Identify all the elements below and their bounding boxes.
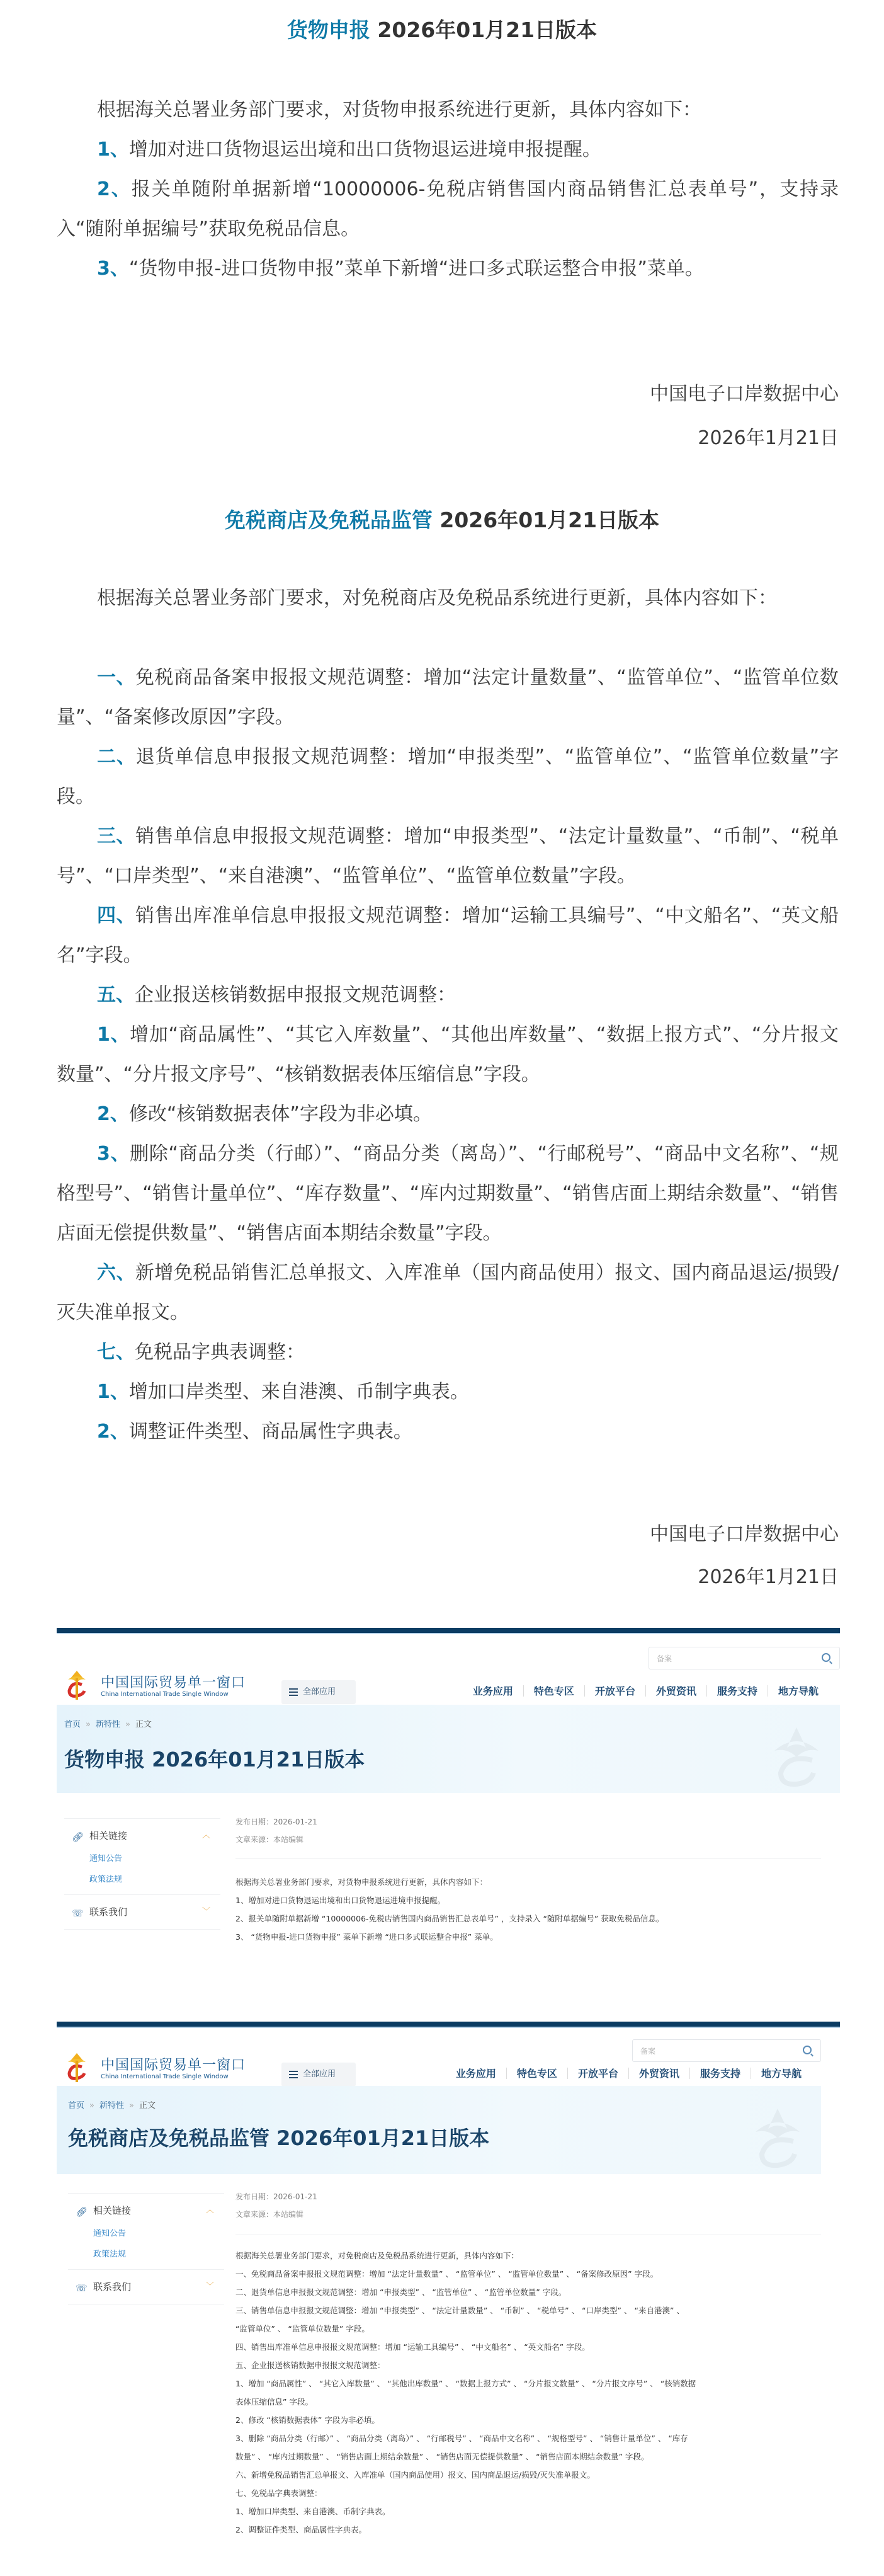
article-line: 表体压缩信息” 字段。 (235, 2397, 313, 2407)
article-line: 七、免税品字典表调整： (235, 2488, 322, 2498)
search-icon[interactable] (803, 2046, 812, 2054)
section1-intro: 根据海关总署业务部门要求，对货物申报系统进行更新，具体内容如下： (97, 99, 701, 121)
sidebar-link-policies[interactable]: 政策法规 (93, 2250, 127, 2259)
section1-item: 1、增加对进口货物退运出境和出口货物退运进境申报提醒。 (97, 139, 601, 161)
article-line: 2、报关单随附单据新增 “10000006-免税店销售国内商品销售汇总表单号” ，支持录入 “随附单据编号” 获取免税品信息。 (235, 1914, 664, 1923)
section2-item: 四、销售出库准单信息申报报文规范调整：增加“运输工具编号”、“中文船名”、“英文船名”字段。 (57, 905, 839, 966)
breadcrumb-new-features[interactable]: 新特性 (95, 1720, 120, 1729)
search-input[interactable] (649, 1647, 840, 1669)
nav-trade-news[interactable]: 外贸资讯 (655, 1685, 696, 1697)
sidebar-contact (64, 1894, 220, 1930)
chevron-up-icon[interactable]: ︿ (201, 1831, 210, 1840)
chevron-down-icon[interactable]: ﹀ (201, 1907, 210, 1916)
article-line: 根据海关总署业务部门要求，对免税商店及免税品系统进行更新，具体内容如下： (235, 2251, 519, 2260)
website-screenshot-2 (57, 2022, 840, 2576)
brand-name-cn: 中国国际贸易单一窗口 (101, 1675, 246, 1691)
site-header (57, 1634, 840, 1705)
brand-name-en: China International Trade Single Window (101, 2073, 229, 2080)
all-apps-button[interactable]: 全部应用 (281, 2063, 356, 2087)
article-line: 一、免税商品备案申报报文规范调整：增加 “法定计量数量” 、 “监管单位” 、 “监管单位数量” 、 “备案修改原因” 字段。 (235, 2269, 659, 2279)
nav-open-platform[interactable]: 开放平台 (594, 1685, 635, 1697)
search-placeholder: 备案 (657, 1654, 672, 1663)
section2-intro: 根据海关总署业务部门要求，对免税商店及免税品系统进行更新，具体内容如下： (97, 587, 777, 609)
breadcrumb-current: 正文 (135, 1720, 152, 1729)
section2-title-version: 2026年01月21日版本 (432, 508, 660, 532)
section2-item: 五、企业报送核销数据申报报文规范调整： (97, 984, 456, 1006)
breadcrumb-home[interactable]: 首页 (64, 1720, 81, 1729)
nav-local-navigation[interactable]: 地方导航 (761, 2068, 802, 2080)
section2-sign-date: 2026年1月21日 (698, 1566, 839, 1588)
nav-trade-news[interactable]: 外贸资讯 (638, 2068, 679, 2080)
article-line: 1、增加口岸类型、来自港澳、币制字典表。 (235, 2507, 390, 2516)
brand-name-en: China International Trade Single Window (101, 1691, 229, 1698)
site-top-bar (57, 2022, 840, 2028)
article-line: 二、退货单信息申报报文规范调整：增加 “申报类型” 、 “监管单位” 、 “监管单位数量” 字段。 (235, 2287, 567, 2297)
breadcrumb-new-features[interactable]: 新特性 (99, 2101, 124, 2110)
article-line: 2、调整证件类型、商品属性字典表。 (235, 2525, 366, 2534)
article-line: 数量” 、 “库内过期数量” 、 “销售店面上期结余数量” 、 “销售店面无偿提供数量” 、 “销售店面本期结余数量” 字段。 (235, 2452, 649, 2461)
link-icon: 🔗︎ (72, 1831, 84, 1843)
page-title: 免税商店及免税品监管 2026年01月21日版本 (68, 2126, 490, 2150)
main-nav (446, 2066, 812, 2080)
section2-item: 1、增加“商品属性”、“其它入库数量”、“其他出库数量”、“数据上报方式”、“分片报文数量”、“分片报文序号”、“核销数据表体压缩信息”字段。 (57, 1024, 839, 1085)
section2-item: 3、删除“商品分类（行邮）”、“商品分类（离岛）”、“行邮税号”、“商品中文名称”、“规格型号”、“销售计量单位”、“库存数量”、“库内过期数量”、“销售店面上期结余数量”、“销售店面无偿提供数量”、“销售店面本期结余数量”字段。 (57, 1143, 839, 1244)
nav-service-support[interactable]: 服务支持 (717, 1685, 757, 1697)
sidebar-related-links (64, 1818, 220, 1894)
section2-item: 2、调整证件类型、商品属性字典表。 (97, 1421, 412, 1443)
article-line: 3、删除 “商品分类（行邮）” 、 “商品分类（离岛）” 、 “行邮税号” 、 “商品中文名称” 、 “规格型号” 、 “销售计量单位” 、 “库存 (235, 2434, 688, 2443)
contact-us-header[interactable]: ☏ 联系我们 ﹀ (72, 1906, 210, 1919)
sidebar-related-links (68, 2193, 224, 2269)
search-icon[interactable] (822, 1653, 830, 1662)
website-screenshot-1 (57, 1628, 840, 1993)
nav-featured-zone[interactable]: 特色专区 (533, 1685, 574, 1697)
breadcrumb-current: 正文 (139, 2101, 156, 2110)
publish-date: 发布日期：2026-01-21 (235, 1818, 317, 1826)
breadcrumb-home[interactable]: 首页 (68, 2101, 85, 2110)
all-apps-button[interactable]: 全部应用 (281, 1680, 356, 1704)
article-line: 2、修改 “核销数据表体” 字段为非必填。 (235, 2415, 380, 2425)
site-top-bar (57, 1628, 840, 1634)
page-title: 货物申报 2026年01月21日版本 (64, 1748, 365, 1772)
section1-item: 3、“货物申报-进口货物申报”菜单下新增“进口多式联运整合申报”菜单。 (97, 258, 704, 280)
nav-business-apps[interactable]: 业务应用 (455, 2068, 496, 2080)
brand-name-cn: 中国国际贸易单一窗口 (101, 2058, 246, 2073)
section2-item: 六、新增免税品销售汇总单报文、入库准单（国内商品使用）报文、国内商品退运/损毁/灭失准单报文。 (57, 1262, 839, 1324)
nav-open-platform[interactable]: 开放平台 (577, 2068, 618, 2080)
chevron-up-icon[interactable]: ︿ (205, 2206, 214, 2215)
single-window-logo-icon (65, 1669, 88, 1701)
article-line: 1、增加 “商品属性” 、 “其它入库数量” 、 “其他出库数量” 、 “数据上报方式” 、 “分片报文数量” 、 “分片报文序号” 、 “核销数据 (235, 2379, 696, 2388)
article-line: 1、增加对进口货物退运出境和出口货物退运进境申报提醒。 (235, 1896, 445, 1905)
phone-icon: ☏ (76, 2282, 88, 2294)
nav-service-support[interactable]: 服务支持 (700, 2068, 740, 2080)
section2-title-highlight: 免税商店及免税品监管 (224, 508, 433, 532)
article-source: 文章来源：本站编辑 (235, 1835, 304, 1844)
link-icon: 🔗︎ (76, 2206, 88, 2218)
section1-sign-date: 2026年1月21日 (698, 427, 839, 449)
nav-business-apps[interactable]: 业务应用 (472, 1685, 513, 1697)
article-main (235, 1813, 821, 1946)
section2-item: 1、增加口岸类型、来自港澳、币制字典表。 (97, 1381, 469, 1403)
sidebar-contact (68, 2269, 224, 2304)
single-window-logo-icon (65, 2052, 88, 2083)
section1-title-highlight: 货物申报 (286, 18, 370, 42)
section2-sign-org: 中国电子口岸数据中心 (650, 1523, 839, 1545)
main-nav (463, 1683, 829, 1698)
breadcrumb: 首页 » 新特性 » 正文 (68, 2101, 156, 2110)
section1-title-version: 2026年01月21日版本 (370, 18, 598, 42)
article-line: 五、企业报送核销数据申报报文规范调整： (235, 2361, 385, 2370)
page-banner (57, 1705, 840, 1793)
section2-title (0, 504, 884, 534)
page-banner (57, 2086, 821, 2174)
section2-item: 二、退货单信息申报报文规范调整：增加“申报类型”、“监管单位”、“监管单位数量”字段。 (57, 746, 839, 808)
article-line: 3、 “货物申报-进口货物申报” 菜单下新增 “进口多式联运整合申报” 菜单。 (235, 1932, 498, 1942)
section2-item: 一、免税商品备案申报报文规范调整：增加“法定计量数量”、“监管单位”、“监管单位数量”、“备案修改原因”字段。 (57, 667, 839, 728)
search-input[interactable] (632, 2039, 821, 2062)
customs-emblem-icon (762, 1722, 831, 1792)
menu-icon (289, 2069, 298, 2080)
publish-date: 发布日期：2026-01-21 (235, 2192, 317, 2201)
nav-local-navigation[interactable]: 地方导航 (778, 1685, 819, 1697)
section2-item: 七、免税品字典表调整： (97, 1341, 305, 1363)
site-header (57, 2028, 840, 2086)
phone-icon: ☏ (72, 1908, 84, 1919)
article-line: “监管单位” 、 “监管单位数量” 字段。 (235, 2324, 370, 2333)
breadcrumb: 首页 » 新特性 » 正文 (64, 1720, 152, 1729)
section1-sign-org: 中国电子口岸数据中心 (650, 383, 839, 405)
chevron-down-icon[interactable]: ﹀ (205, 2282, 214, 2291)
article-line: 根据海关总署业务部门要求，对货物申报系统进行更新，具体内容如下： (235, 1877, 488, 1887)
nav-featured-zone[interactable]: 特色专区 (516, 2068, 557, 2080)
divider (235, 1858, 821, 1859)
customs-emblem-icon (743, 2104, 812, 2173)
article-line: 三、销售单信息申报报文规范调整：增加 “申报类型” 、 “法定计量数量” 、 “币制” 、 “税单号” 、 “口岸类型” 、 “来自港澳” 、 (235, 2306, 684, 2315)
article-source: 文章来源：本站编辑 (235, 2210, 304, 2219)
article-main (235, 2188, 821, 2539)
sidebar-link-policies[interactable]: 政策法规 (89, 1875, 123, 1884)
section2-item: 三、销售单信息申报报文规范调整：增加“申报类型”、“法定计量数量”、“币制”、“税单号”、“口岸类型”、“来自港澳”、“监管单位”、“监管单位数量”字段。 (57, 825, 839, 887)
menu-icon (289, 1686, 298, 1698)
contact-us-header[interactable]: ☏ 联系我们 ﹀ (76, 2281, 214, 2294)
section2-item: 2、修改“核销数据表体”字段为非必填。 (97, 1103, 432, 1125)
sidebar-link-notices[interactable]: 通知公告 (93, 2229, 127, 2238)
related-links-header[interactable]: 🔗︎ 相关链接 ︿ (72, 1830, 210, 1843)
search-placeholder: 备案 (640, 2047, 656, 2056)
article-line: 六、新增免税品销售汇总单报文、入库准单（国内商品使用）报文、国内商品退运/损毁/灭失准单报文。 (235, 2470, 595, 2480)
article-line: 四、销售出库准单信息申报报文规范调整：增加 “运输工具编号” 、 “中文船名” 、 “英文船名” 字段。 (235, 2342, 590, 2352)
section1-title (0, 14, 884, 43)
sidebar (68, 2193, 224, 2304)
section1-item: 2、报关单随附单据新增“10000006-免税店销售国内商品销售汇总表单号”，支持录入“随附单据编号”获取免税品信息。 (57, 178, 839, 240)
sidebar-link-notices[interactable]: 通知公告 (89, 1854, 123, 1863)
sidebar (64, 1818, 220, 1930)
related-links-header[interactable]: 🔗︎ 相关链接 ︿ (76, 2205, 214, 2218)
